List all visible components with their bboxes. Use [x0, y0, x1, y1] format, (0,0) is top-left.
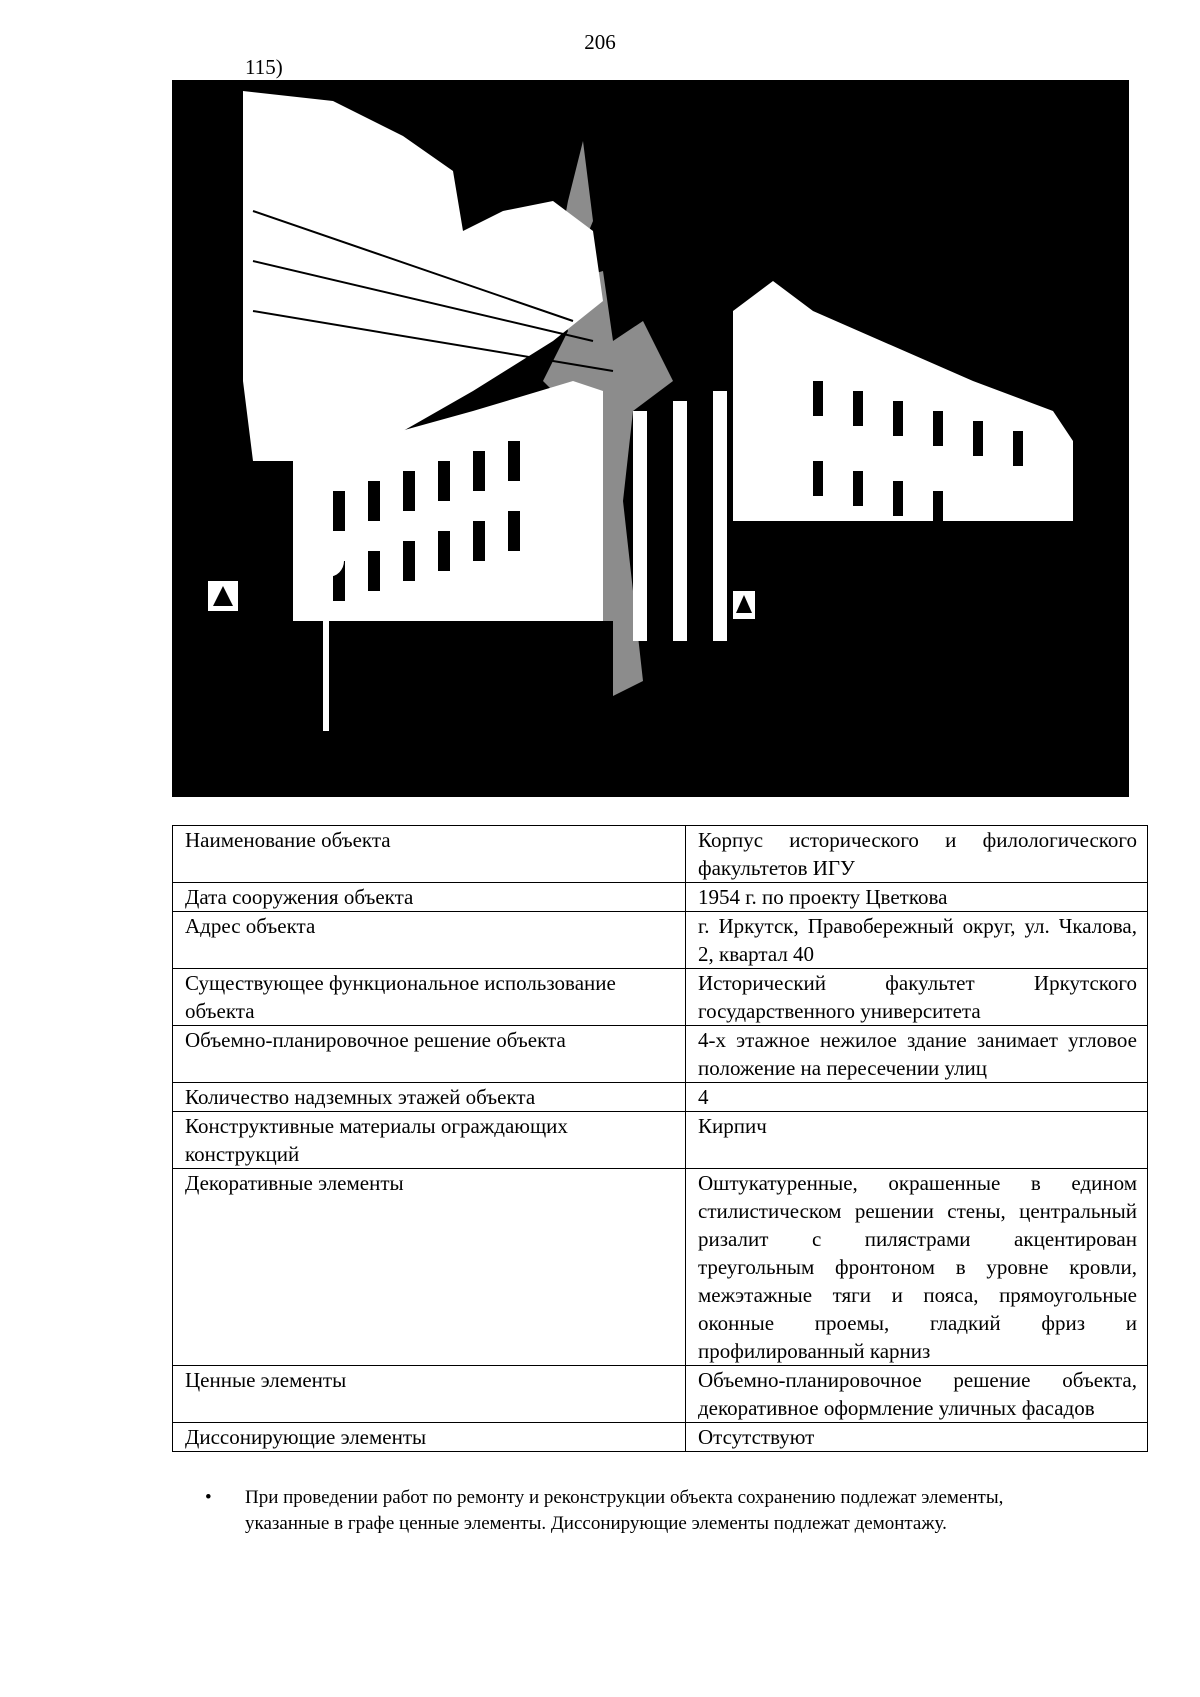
- row-label: Адрес объекта: [173, 912, 686, 969]
- row-value: Исторический факультет Иркутского государственного университета: [686, 969, 1148, 1026]
- note-text: При проведении работ по ремонту и реконструкции объекта сохранению подлежат элементы, указанные в графе ценные элементы. Диссонирующие элементы подлежат демонтажу.: [245, 1487, 1004, 1534]
- building-photo: [172, 80, 1129, 797]
- row-value: 1954 г. по проекту Цветкова: [686, 883, 1148, 912]
- row-label: Существующее функциональное использование объекта: [173, 969, 686, 1026]
- row-label: Конструктивные материалы ограждающих конструкций: [173, 1112, 686, 1169]
- row-label: Декоративные элементы: [173, 1169, 686, 1366]
- table-row: [173, 1083, 1148, 1112]
- row-label: Ценные элементы: [173, 1366, 686, 1423]
- table-row: [173, 826, 1148, 883]
- table-row: [173, 883, 1148, 912]
- table-row: [173, 1423, 1148, 1452]
- bullet-icon: •: [205, 1487, 212, 1508]
- table-row: [173, 1026, 1148, 1083]
- row-value: г. Иркутск, Правобережный округ, ул. Чкалова, 2, квартал 40: [686, 912, 1148, 969]
- table-row: [173, 1169, 1148, 1366]
- table-row: [173, 969, 1148, 1026]
- table-row: [173, 1366, 1148, 1423]
- row-value: Кирпич: [686, 1112, 1148, 1169]
- object-passport-table: [172, 825, 1148, 1452]
- row-label: Дата сооружения объекта: [173, 883, 686, 912]
- row-value: Объемно-планировочное решение объекта, декоративное оформление уличных фасадов: [686, 1366, 1148, 1423]
- figure-label: 115): [245, 55, 283, 79]
- row-label: Наименование объекта: [173, 826, 686, 883]
- row-label: Диссонирующие элементы: [173, 1423, 686, 1452]
- row-value: 4-х этажное нежилое здание занимает угловое положение на пересечении улиц: [686, 1026, 1148, 1083]
- preservation-note: [205, 1485, 1085, 1537]
- row-value: Оштукатуренные, окрашенные в едином стилистическом решении стены, центральный ризалит с пилястрами акцентирован треугольным фронтоном в уровне кровли, межэтажные тяги и пояса, прямоугольные оконные проемы, гладкий фриз и профилированный карниз: [686, 1169, 1148, 1366]
- page-number: 206: [584, 30, 616, 54]
- row-label: Объемно-планировочное решение объекта: [173, 1026, 686, 1083]
- row-value: Корпус исторического и филологического факультетов ИГУ: [686, 826, 1148, 883]
- row-value: Отсутствуют: [686, 1423, 1148, 1452]
- row-label: Количество надземных этажей объекта: [173, 1083, 686, 1112]
- row-value: 4: [686, 1083, 1148, 1112]
- table-row: [173, 912, 1148, 969]
- table-row: [173, 1112, 1148, 1169]
